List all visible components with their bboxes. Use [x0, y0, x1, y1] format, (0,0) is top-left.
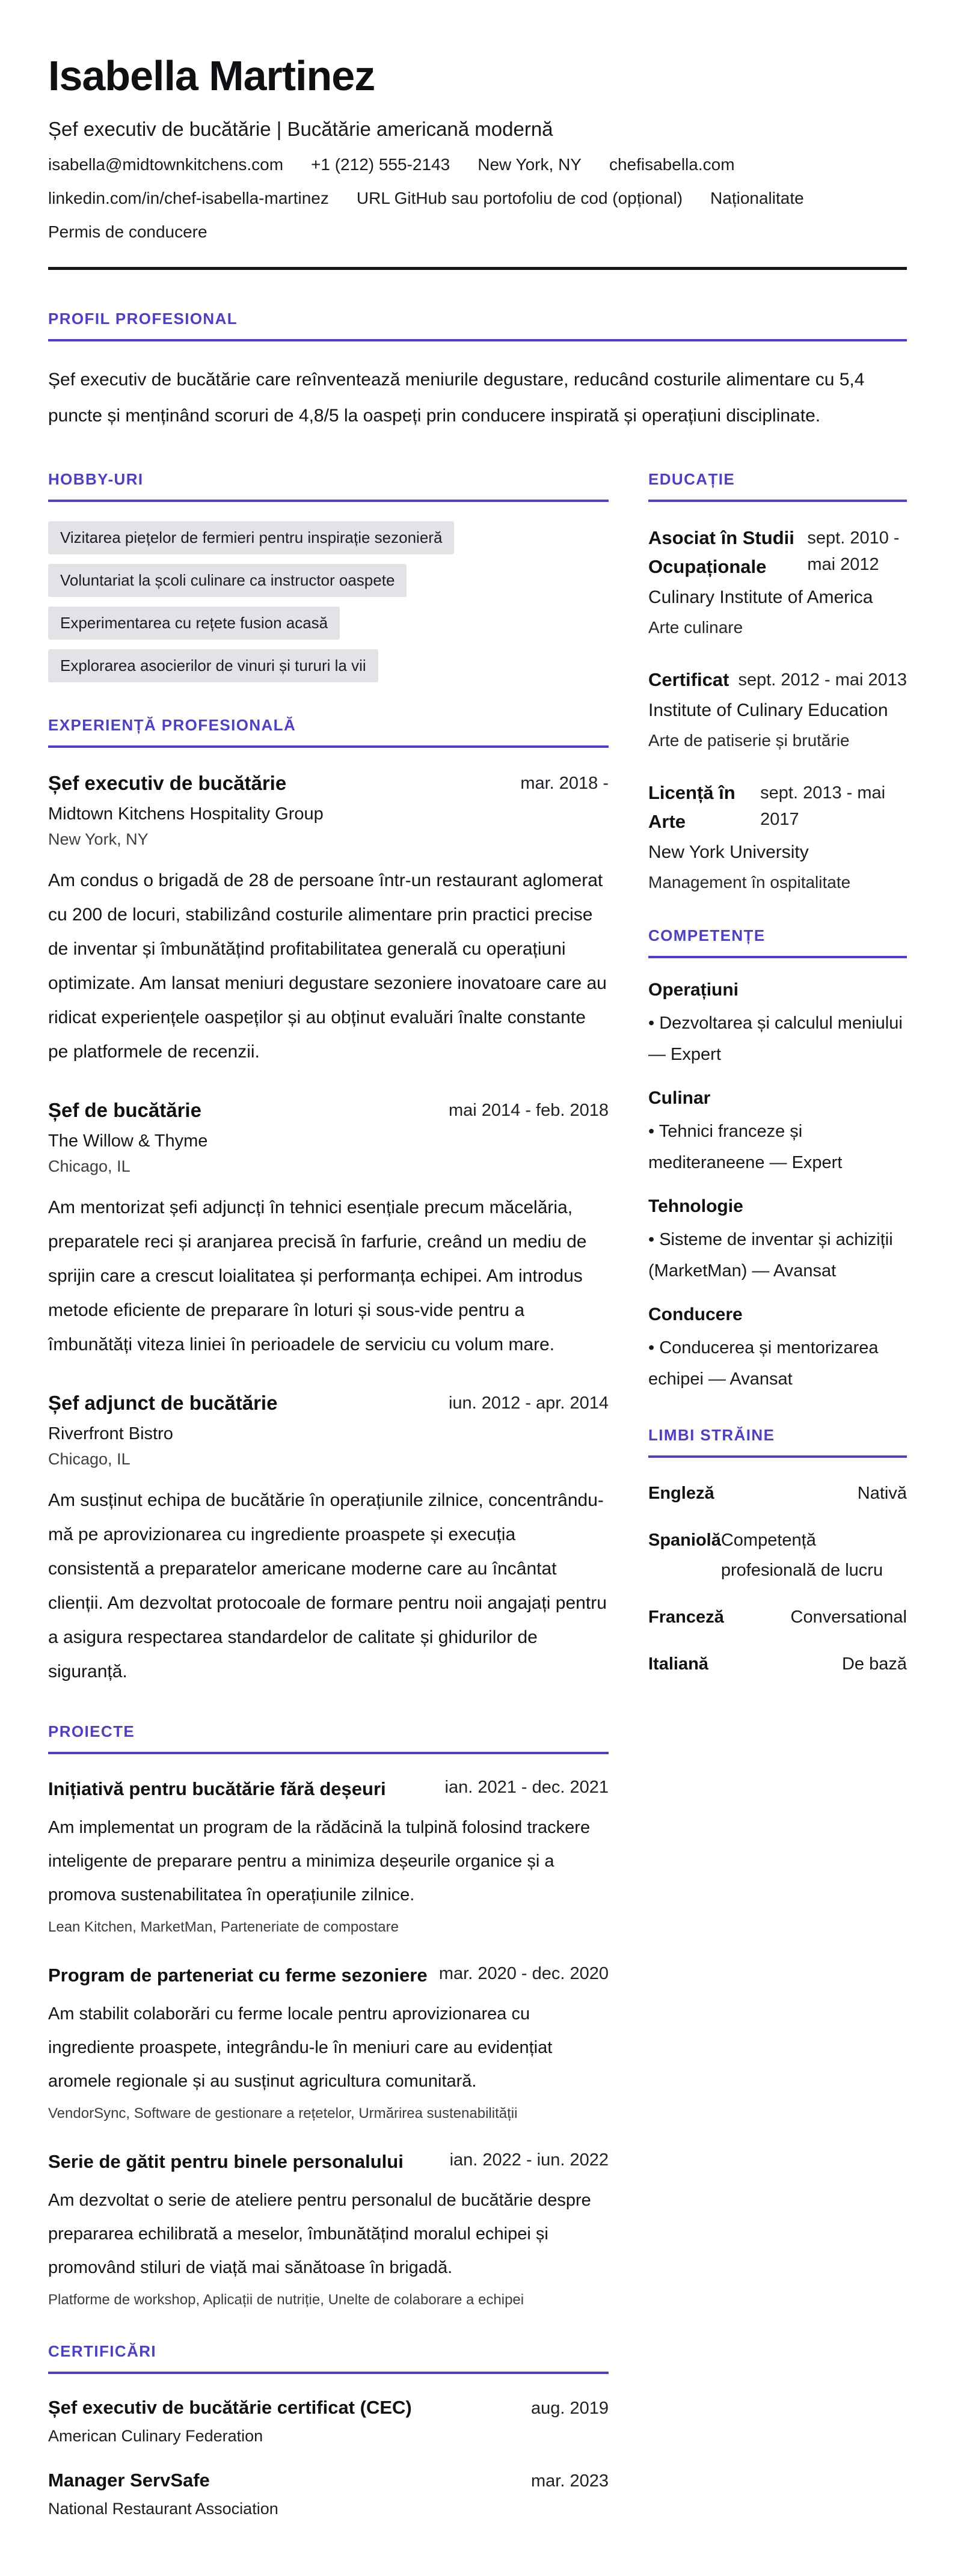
section-projects — [48, 1722, 609, 2308]
skill-item: • Dezvoltarea și calculul meniului — Expert — [648, 1008, 907, 1070]
education-field: Management în ospitalitate — [648, 873, 851, 892]
education-dates: sept. 2012 - mai 2013 — [738, 670, 907, 690]
job-head — [48, 1099, 609, 1122]
education-dates: sept. 2013 - mai 2017 — [760, 783, 886, 829]
project-tools: Lean Kitchen, MarketMan, Parteneriate de compostare — [48, 1919, 399, 1935]
hobby-row — [48, 649, 609, 682]
experience-heading: EXPERIENȚĂ PROFESIONALĂ — [48, 716, 296, 734]
skill-group-name: Conducere — [648, 1305, 743, 1324]
certification-head — [48, 2397, 609, 2418]
contact-linkedin: linkedin.com/in/chef-isabella-martinez — [48, 189, 329, 207]
job-description: Am susținut echipa de bucătărie în operațiunile zilnice, concentrându-mă pe aprovizionarea cu ingrediente proaspete și execuția consistentă a preparatelor americane moderne care au încântat clienții. Am dezvoltat protocoale de formare pentru noii angajați pentru a asigura respectarea standardelor de calitate și ghidurilor de siguranță. — [48, 1490, 607, 1681]
education-degree: Asociat în Studii Ocupaționale — [648, 527, 794, 577]
education-school: Culinary Institute of America — [648, 587, 873, 607]
skill-group — [648, 1305, 907, 1395]
project-title: Program de parteneriat cu ferme sezoniere — [48, 1965, 428, 1986]
project-description: Am stabilit colaborări cu ferme locale pentru aprovizionarea cu ingrediente proaspete, integrându-le în meniuri care au evidențiat aromele regionale și au susținut agricultura comunitară. — [48, 2004, 553, 2091]
candidate-name: Isabella Martinez — [48, 52, 375, 99]
job-entry — [48, 772, 609, 1069]
language-level: De bază — [841, 1654, 907, 1674]
experience-rule — [48, 745, 609, 748]
hobby-chip: Voluntariat la școli culinare ca instructor oaspete — [48, 564, 407, 597]
side-column — [648, 470, 907, 1710]
skill-group — [648, 1088, 907, 1178]
project-head — [48, 2149, 609, 2175]
education-list — [648, 524, 907, 895]
job-title: Șef executiv de bucătărie — [48, 772, 287, 794]
hobby-chip: Explorarea asocierilor de vinuri și tururi la vii — [48, 649, 378, 682]
job-title: Șef adjunct de bucătărie — [48, 1392, 278, 1414]
skill-item: • Sisteme de inventar și achiziții (MarketMan) — Avansat — [648, 1224, 907, 1286]
education-rule — [648, 500, 907, 502]
contact-nationality-placeholder: Naționalitate — [710, 189, 804, 207]
education-degree: Certificat — [648, 669, 729, 690]
education-head — [648, 524, 907, 581]
skill-list — [648, 980, 907, 1395]
projects-heading: PROIECTE — [48, 1722, 135, 1740]
project-list — [48, 1776, 609, 2308]
certification-issuer: National Restaurant Association — [48, 2500, 278, 2518]
section-languages — [648, 1426, 907, 1679]
skill-item: • Tehnici franceze și mediteraneene — Expert — [648, 1116, 907, 1178]
contact-row-2 — [48, 189, 907, 208]
education-entry — [648, 665, 907, 753]
skill-group-name: Operațiuni — [648, 980, 739, 1000]
job-company: Riverfront Bistro — [48, 1424, 173, 1443]
language-level: Nativă — [857, 1484, 907, 1503]
hobby-list — [48, 521, 609, 682]
profile-heading: PROFIL PROFESIONAL — [48, 310, 238, 328]
project-title: Serie de gătit pentru binele personalului — [48, 2151, 404, 2172]
job-company: Midtown Kitchens Hospitality Group — [48, 804, 324, 824]
languages-heading: LIMBI STRĂINE — [648, 1426, 775, 1444]
job-location: Chicago, IL — [48, 1157, 131, 1175]
certification-issuer: American Culinary Federation — [48, 2427, 263, 2445]
job-location: Chicago, IL — [48, 1450, 131, 1468]
section-hobbies — [48, 470, 609, 682]
project-title: Inițiativă pentru bucătărie fără deșeuri — [48, 1778, 386, 1799]
language-row — [648, 1478, 907, 1508]
language-row — [648, 1649, 907, 1679]
education-field: Arte culinare — [648, 618, 743, 637]
hobby-chip: Vizitarea piețelor de fermieri pentru inspirație sezonieră — [48, 521, 454, 554]
project-entry — [48, 2149, 609, 2308]
contact-row-1 — [48, 155, 907, 174]
certification-entry — [48, 2397, 609, 2446]
hobby-chip: Experimentarea cu rețete fusion acasă — [48, 607, 340, 640]
section-profile — [48, 310, 907, 434]
profile-rule — [48, 339, 907, 341]
certifications-heading: CERTIFICĂRI — [48, 2342, 157, 2360]
job-head — [48, 772, 609, 795]
education-entry — [648, 524, 907, 640]
profile-text: Șef executiv de bucătărie care reînventează meniurile degustare, reducând costurile alimentare cu 5,4 puncte și menținând scoruri de 4,8/5 la oaspeți prin conducere inspirată și operațiuni disciplinate. — [48, 370, 865, 426]
job-dates: iun. 2012 - apr. 2014 — [448, 1394, 609, 1413]
hobby-row — [48, 564, 609, 597]
language-list — [648, 1478, 907, 1679]
skill-group — [648, 1196, 907, 1286]
project-entry — [48, 1776, 609, 1936]
project-description: Am implementat un program de la rădăcină la tulpină folosind trackere inteligente de preparare pentru a minimiza deșeurile organice și a promova sustenabilitatea în operațiunile zilnice. — [48, 1818, 591, 1904]
certification-title: Manager ServSafe — [48, 2470, 210, 2491]
skills-heading: COMPETENȚE — [648, 926, 766, 944]
education-school: Institute of Culinary Education — [648, 700, 888, 720]
project-dates: mar. 2020 - dec. 2020 — [438, 1964, 609, 1983]
education-field: Arte de patiserie și brutărie — [648, 731, 850, 750]
contact-location: New York, NY — [478, 155, 582, 174]
project-dates: ian. 2022 - iun. 2022 — [449, 2150, 609, 2170]
job-entry — [48, 1099, 609, 1362]
header-divider — [48, 267, 907, 270]
hobbies-rule — [48, 500, 609, 502]
education-heading: EDUCAȚIE — [648, 470, 735, 488]
education-head — [648, 779, 907, 836]
education-dates: sept. 2010 - mai 2012 — [807, 528, 900, 574]
education-entry — [648, 779, 907, 895]
candidate-title: Șef executiv de bucătărie | Bucătărie americană modernă — [48, 118, 553, 140]
certification-date: aug. 2019 — [530, 2399, 609, 2418]
education-head — [648, 665, 907, 694]
hobby-row — [48, 607, 609, 640]
contact-website: chefisabella.com — [609, 155, 735, 174]
job-entry — [48, 1392, 609, 1689]
language-level: Conversational — [790, 1608, 907, 1627]
project-description: Am dezvoltat o serie de ateliere pentru personalul de bucătărie despre prepararea echilibrată a meselor, îmbunătățind moralul echipei și promovând stiluri de viață mai sănătoase în brigadă. — [48, 2191, 591, 2277]
contact-email: isabella@midtownkitchens.com — [48, 155, 284, 174]
job-title: Șef de bucătărie — [48, 1099, 201, 1121]
job-dates: mai 2014 - feb. 2018 — [448, 1101, 609, 1120]
job-dates: mar. 2018 - — [520, 774, 609, 793]
main-column — [48, 470, 609, 2552]
certification-entry — [48, 2470, 609, 2518]
contact-phone: +1 (212) 555-2143 — [311, 155, 450, 174]
certification-head — [48, 2470, 609, 2491]
columns — [48, 470, 907, 2552]
language-row — [648, 1525, 907, 1585]
project-tools: Platforme de workshop, Aplicații de nutriție, Unelte de colaborare a echipei — [48, 2292, 524, 2308]
section-education — [648, 470, 907, 895]
certifications-rule — [48, 2372, 609, 2374]
skill-group — [648, 980, 907, 1070]
job-company: The Willow & Thyme — [48, 1131, 208, 1151]
certification-date: mar. 2023 — [531, 2471, 609, 2491]
section-certifications — [48, 2342, 609, 2518]
project-head — [48, 1962, 609, 1989]
hobbies-heading: HOBBY-URI — [48, 470, 144, 488]
education-school: New York University — [648, 842, 809, 862]
skills-rule — [648, 956, 907, 958]
job-list — [48, 772, 609, 1689]
certification-title: Șef executiv de bucătărie certificat (CEC) — [48, 2397, 412, 2418]
language-name: Italiană — [648, 1654, 708, 1674]
project-tools: VendorSync, Software de gestionare a rețetelor, Urmărirea sustenabilității — [48, 2105, 518, 2122]
languages-rule — [648, 1455, 907, 1458]
language-name: Engleză — [648, 1484, 714, 1503]
skill-item: • Conducerea și mentorizarea echipei — Avansat — [648, 1332, 907, 1395]
contact-row-3 — [48, 222, 907, 242]
project-entry — [48, 1962, 609, 2122]
language-name: Franceză — [648, 1608, 724, 1627]
project-dates: ian. 2021 - dec. 2021 — [444, 1778, 609, 1797]
projects-rule — [48, 1752, 609, 1754]
section-experience — [48, 716, 609, 1689]
contact-driving-license: Permis de conducere — [48, 222, 207, 241]
contact-github-placeholder: URL GitHub sau portofoliu de cod (opțional) — [356, 189, 683, 207]
language-row — [648, 1602, 907, 1632]
job-location: New York, NY — [48, 830, 149, 848]
section-skills — [648, 926, 907, 1395]
job-description: Am mentorizat șefi adjuncți în tehnici esențiale precum măcelăria, preparatele reci și aranjarea precisă în farfurie, creând un mediu de sprijin care a crescut loialitatea și performanța echipei. Am introdus metode eficiente de preparare în loturi și sous-vide pentru a îmbunătăți viteza liniei în perioadele de serviciu cu volum mare. — [48, 1198, 587, 1354]
job-head — [48, 1392, 609, 1415]
skill-group-name: Tehnologie — [648, 1196, 743, 1216]
header — [48, 52, 907, 270]
education-degree: Licență în Arte — [648, 782, 735, 832]
skill-group-name: Culinar — [648, 1088, 711, 1108]
language-name: Spaniolă — [648, 1531, 721, 1550]
certification-list — [48, 2397, 609, 2518]
job-description: Am condus o brigadă de 28 de persoane într-un restaurant aglomerat cu 200 de locuri, stabilizând costurile alimentare prin practici precise de inventar și îmbunătățind profitabilitatea generală cu operațiuni optimizate. Am lansat meniuri degustare sezoniere inovatoare care au ridicat experiențele oaspeților și au obținut evaluări înalte constante pe platformele de recenzii. — [48, 870, 607, 1062]
project-head — [48, 1776, 609, 1802]
language-level: Competență profesională de lucru — [720, 1531, 883, 1580]
hobby-row — [48, 521, 609, 554]
